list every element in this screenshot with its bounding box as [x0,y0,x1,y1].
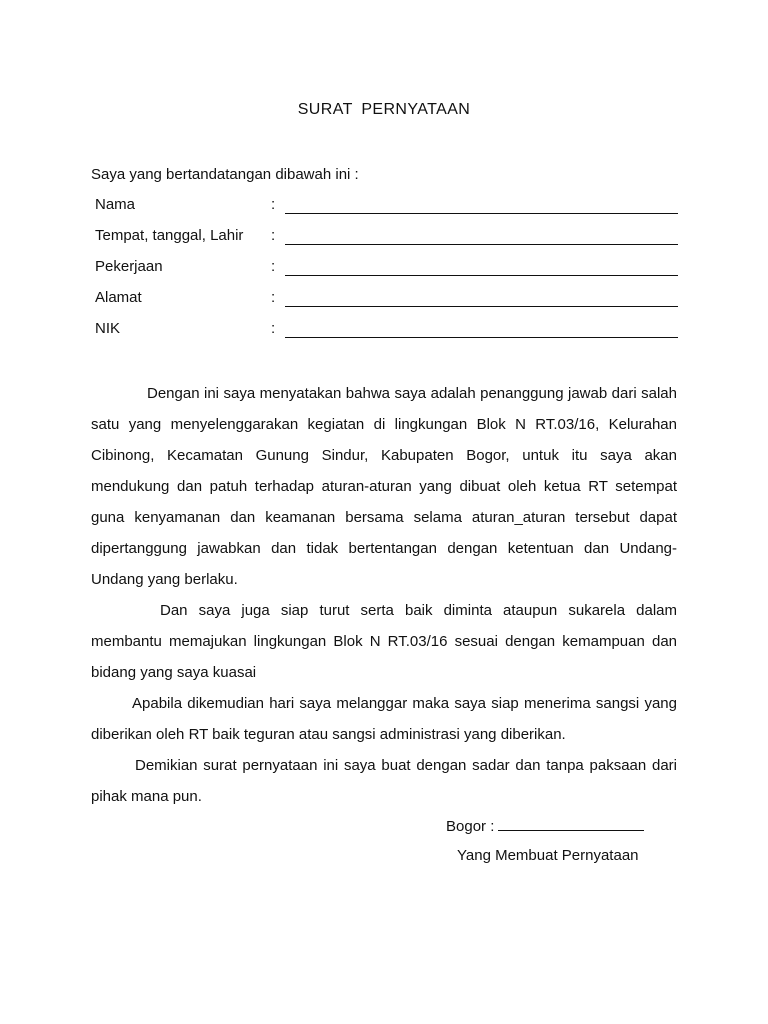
signer-label: Yang Membuat Pernyataan [457,847,639,864]
field-separator: : [271,289,276,306]
paragraph-sanction: Apabila dikemudian hari saya melanggar maka saya siap menerima sangsi yang diberikan oleh RT baik teguran atau sangsi administrasi yang diberikan. [91,695,677,743]
field-label: Tempat, tanggal, Lahir [95,227,244,244]
field-separator: : [271,258,276,275]
field-row-alamat [95,289,680,320]
field-separator: : [271,227,276,244]
field-row-ttl [95,227,680,258]
intro-text: Saya yang bertandatangan dibawah ini : [91,166,359,183]
document-title: SURAT PERNYATAAN [297,101,471,118]
paragraph-participation: Dan saya juga siap turut serta baik diminta ataupun sukarela dalam membantu memajukan lingkungan Blok N RT.03/16 sesuai dengan kemampuan dan bidang yang saya kuasai [91,602,677,681]
paragraph-responsibility: Dengan ini saya menyatakan bahwa saya adalah penanggung jawab dari salah satu yang menyelenggarakan kegiatan di lingkungan Blok N RT.03/16, Kelurahan Cibinong, Kecamatan Gunung Sindur, Kabupaten Bogor, untuk itu saya akan mendukung dan patuh terhadap aturan-aturan yang dibuat oleh ketua RT setempat guna kenyamanan dan keamanan bersama selama aturan_aturan tersebut dapat dipertanggung jawabkan dan tidak bertentangan dengan ketentuan dan Undang-Undang yang berlaku. [91,385,677,588]
field-label: Nama [95,196,136,213]
blank-line [285,306,678,307]
field-separator: : [271,196,276,213]
blank-line [285,213,678,214]
field-row-pekerjaan [95,258,680,289]
blank-line [285,244,678,245]
field-row-nama [95,196,680,227]
field-separator: : [271,320,276,337]
field-label: Pekerjaan [95,258,163,275]
statement-body [91,378,677,812]
place-label: Bogor : [446,818,495,835]
paragraph-closing: Demikian surat pernyataan ini saya buat dengan sadar dan tanpa paksaan dari pihak mana pun. [91,757,677,805]
field-row-nik [95,320,680,351]
field-label: Alamat [95,289,142,306]
identity-fields [95,196,680,351]
place-date-line [446,816,644,835]
blank-line [285,275,678,276]
field-label: NIK [95,320,121,337]
date-blank-line [498,816,644,831]
blank-line [285,337,678,338]
